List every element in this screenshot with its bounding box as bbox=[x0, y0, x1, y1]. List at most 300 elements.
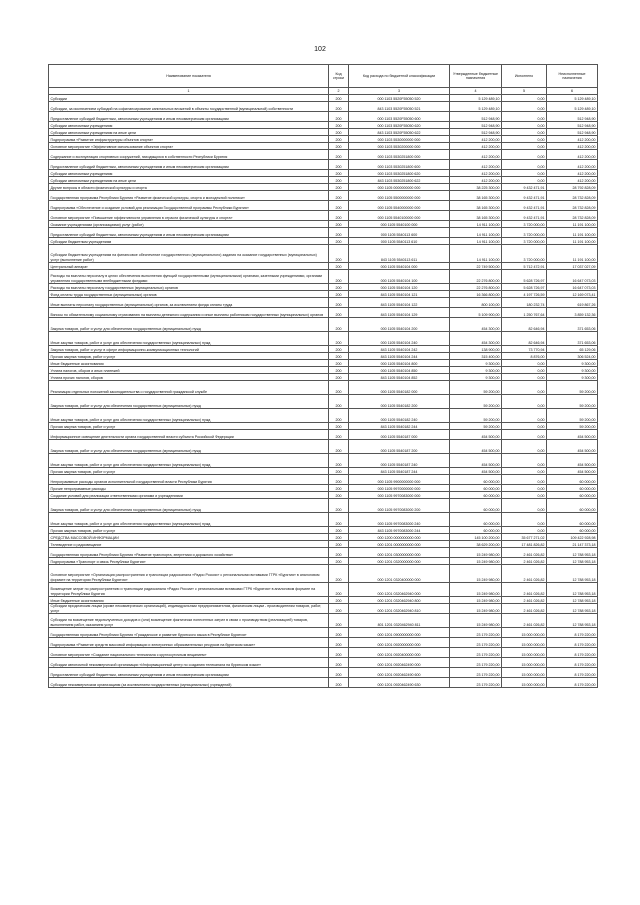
row-name: Предоставление субсидий бюджетным, автономным учреждениям и иным некоммерческим организациям bbox=[49, 668, 329, 678]
row-line-code: 200 bbox=[329, 284, 349, 291]
row-budget-code: 843 1105 5540104 852 bbox=[349, 374, 450, 381]
row-line-code: 200 bbox=[329, 298, 349, 308]
row-name: Основное мероприятие «Создание национального телеканала с круглосуточным вещанием» bbox=[49, 648, 329, 658]
table-row bbox=[49, 122, 598, 129]
row-executed: 15 000 000,00 bbox=[502, 628, 547, 638]
row-name: Субсидии автономным учреждениям bbox=[49, 170, 329, 177]
row-budget-code: 000 1201 0900000000 000 bbox=[349, 628, 450, 638]
row-name: Уплата прочих налогов, сборов bbox=[49, 374, 329, 381]
row-budget-code: 843 1105 5540104 244 bbox=[349, 353, 450, 360]
row-name: Основное мероприятие «Эффективное использование объектов спорта» bbox=[49, 143, 329, 150]
table-row bbox=[49, 597, 598, 604]
row-approved: 9 300,00 bbox=[450, 374, 502, 381]
row-line-code: 200 bbox=[329, 430, 349, 440]
row-remaining: 8 179 220,00 bbox=[547, 648, 598, 658]
row-budget-code: 000 1105 5540100 000 bbox=[349, 221, 450, 228]
table-row bbox=[49, 102, 598, 112]
table-row bbox=[49, 485, 598, 492]
row-remaining: 412 200,00 bbox=[547, 150, 598, 160]
row-line-code: 200 bbox=[329, 548, 349, 558]
table-row bbox=[49, 221, 598, 228]
row-executed: 8 876,00 bbox=[502, 353, 547, 360]
row-line-code: 200 bbox=[329, 95, 349, 102]
row-approved: 23 179 220,00 bbox=[450, 628, 502, 638]
row-name: Реализация отдельных положений законодательства о государственной гражданской службе bbox=[49, 381, 329, 395]
row-executed: 0,00 bbox=[502, 430, 547, 440]
row-line-code: 200 bbox=[329, 291, 349, 298]
row-approved: 38 165 300,00 bbox=[450, 201, 502, 211]
row-name: Государственная программа Республики Бурятия «Развитие транспорта, энергетики и дорожного хозяйства» bbox=[49, 548, 329, 558]
table-row bbox=[49, 499, 598, 513]
row-line-code: 200 bbox=[329, 211, 349, 221]
row-remaining: 619 867,26 bbox=[547, 298, 598, 308]
row-budget-code: 000 1103 5520F55050 600 bbox=[349, 112, 450, 122]
row-approved: 5 109 900,00 bbox=[450, 308, 502, 318]
table-row bbox=[49, 360, 598, 367]
row-approved: 412 200,00 bbox=[450, 170, 502, 177]
row-line-code: 200 bbox=[329, 143, 349, 150]
row-budget-code: 000 1105 5540104 000 bbox=[349, 263, 450, 270]
row-budget-code: 000 1105 5540187 240 bbox=[349, 454, 450, 468]
column-number: 1 bbox=[49, 88, 329, 95]
row-budget-code: 000 1201 0920462490 630 bbox=[349, 678, 450, 688]
header-approved: Утвержденные бюджетные назначения bbox=[450, 65, 502, 88]
row-executed: 82 646,94 bbox=[502, 318, 547, 332]
row-line-code: 200 bbox=[329, 499, 349, 513]
row-remaining: 454 500,00 bbox=[547, 430, 598, 440]
row-executed: 5 712 472,91 bbox=[502, 263, 547, 270]
row-line-code: 200 bbox=[329, 534, 349, 541]
table-row bbox=[49, 211, 598, 221]
row-name: Государственная программа Республики Бурятия «Развитие физической культуры, спорта и молодежной политики» bbox=[49, 191, 329, 201]
table-row bbox=[49, 367, 598, 374]
row-approved: 512 948,90 bbox=[450, 112, 502, 122]
row-budget-code: 000 1103 5530200000 000 bbox=[349, 143, 450, 150]
row-approved: 412 200,00 bbox=[450, 150, 502, 160]
row-budget-code: 000 1105 5540113 610 bbox=[349, 238, 450, 245]
table-row bbox=[49, 583, 598, 597]
row-line-code: 200 bbox=[329, 658, 349, 668]
table-header-row bbox=[49, 65, 598, 88]
row-line-code: 200 bbox=[329, 360, 349, 367]
row-executed: 0,00 bbox=[502, 112, 547, 122]
row-executed: 0,00 bbox=[502, 485, 547, 492]
row-name: Прочая закупка товаров, работ и услуг bbox=[49, 527, 329, 534]
row-budget-code: 843 1103 5520F55050 622 bbox=[349, 129, 450, 136]
row-name: Подпрограмма «Развитие инфраструктуры объектов спорта» bbox=[49, 136, 329, 143]
row-budget-code: 000 1201 0920462490 600 bbox=[349, 668, 450, 678]
row-executed: 3 720 000,00 bbox=[502, 245, 547, 263]
column-number: 6 bbox=[547, 88, 598, 95]
table-row bbox=[49, 291, 598, 298]
row-remaining: 16 647 073,03 bbox=[547, 284, 598, 291]
row-name: Иные выплаты персоналу государственных (муниципальных) органов, за исключением фонда оплаты труда bbox=[49, 298, 329, 308]
row-approved: 454 300,00 bbox=[450, 332, 502, 346]
row-approved: 14 911 100,00 bbox=[450, 245, 502, 263]
row-name: Субсидии бюджетным учреждениям на финансовое обеспечение государственного (муниципального) задания на оказание государственных (муниципальных) услуг (выполнение работ) bbox=[49, 245, 329, 263]
row-approved: 38 165 300,00 bbox=[450, 211, 502, 221]
row-name: Фонд оплаты труда государственных (муниципальных) органов bbox=[49, 291, 329, 298]
row-name: Прочая закупка товаров, работ и услуг bbox=[49, 353, 329, 360]
row-remaining: 12 788 953,18 bbox=[547, 614, 598, 628]
row-executed: 0,00 bbox=[502, 527, 547, 534]
row-approved: 16 366 800,00 bbox=[450, 291, 502, 298]
row-budget-code: 843 1103 5530251800 622 bbox=[349, 177, 450, 184]
row-name: Закупка товаров, работ и услуг для обеспечения государственных (муниципальных) нужд bbox=[49, 395, 329, 409]
header-executed: Исполнено bbox=[502, 65, 547, 88]
row-budget-code: 000 1105 5540104 100 bbox=[349, 270, 450, 284]
table-row bbox=[49, 284, 598, 291]
row-line-code: 200 bbox=[329, 270, 349, 284]
row-remaining: 9 300,00 bbox=[547, 360, 598, 367]
row-executed: 0,00 bbox=[502, 129, 547, 136]
row-name: Телевидение и радиовещание bbox=[49, 541, 329, 548]
table-row bbox=[49, 381, 598, 395]
row-remaining: 59 200,00 bbox=[547, 409, 598, 423]
row-executed: 2 461 026,82 bbox=[502, 548, 547, 558]
row-approved: 145 100 200,00 bbox=[450, 534, 502, 541]
row-executed: 5 628 726,97 bbox=[502, 284, 547, 291]
row-approved: 59 200,00 bbox=[450, 381, 502, 395]
table-row bbox=[49, 548, 598, 558]
row-remaining: 412 200,00 bbox=[547, 136, 598, 143]
row-remaining: 512 948,90 bbox=[547, 112, 598, 122]
row-budget-code: 843 1105 9970083000 244 bbox=[349, 527, 450, 534]
row-executed: 9 432 471,91 bbox=[502, 184, 547, 191]
row-line-code: 200 bbox=[329, 678, 349, 688]
row-executed: 82 646,94 bbox=[502, 332, 547, 346]
row-name: Закупка товаров, работ и услуг для обеспечения государственных (муниципальных) нужд bbox=[49, 318, 329, 332]
row-budget-code: 843 1105 5540182 244 bbox=[349, 423, 450, 430]
row-approved: 512 948,90 bbox=[450, 129, 502, 136]
row-approved: 22 276 800,00 bbox=[450, 270, 502, 284]
row-approved: 454 300,00 bbox=[450, 318, 502, 332]
row-name: Непрограммные расходы органов исполнительной государственной власти Республики Бурятия bbox=[49, 475, 329, 485]
row-approved: 59 200,00 bbox=[450, 423, 502, 430]
row-approved: 15 249 980,00 bbox=[450, 583, 502, 597]
row-approved: 60 000,00 bbox=[450, 475, 502, 485]
row-line-code: 200 bbox=[329, 201, 349, 211]
row-executed: 0,00 bbox=[502, 492, 547, 499]
row-approved: 23 179 220,00 bbox=[450, 638, 502, 648]
row-remaining: 454 500,00 bbox=[547, 440, 598, 454]
row-executed: 0,00 bbox=[502, 143, 547, 150]
row-remaining: 109 422 928,98 bbox=[547, 534, 598, 541]
row-budget-code: 000 1201 0320462940 000 bbox=[349, 583, 450, 597]
row-name: Расходы на выплаты персоналу государственных (муниципальных) органов bbox=[49, 284, 329, 291]
row-line-code: 200 bbox=[329, 409, 349, 423]
table-row bbox=[49, 228, 598, 238]
row-line-code: 200 bbox=[329, 604, 349, 614]
row-budget-code: 000 1105 5540182 200 bbox=[349, 395, 450, 409]
row-executed: 15 000 000,00 bbox=[502, 638, 547, 648]
row-budget-code: 000 1201 0320462940 800 bbox=[349, 597, 450, 604]
row-executed: 0,00 bbox=[502, 360, 547, 367]
row-budget-code: 000 1103 5530251800 600 bbox=[349, 160, 450, 170]
row-line-code: 200 bbox=[329, 353, 349, 360]
table-row bbox=[49, 475, 598, 485]
row-remaining: 5 129 489,10 bbox=[547, 102, 598, 112]
row-budget-code: 801 1201 0320462940 811 bbox=[349, 614, 450, 628]
table-row bbox=[49, 541, 598, 548]
row-executed: 2 461 026,82 bbox=[502, 614, 547, 628]
row-budget-code: 000 1105 5540187 200 bbox=[349, 440, 450, 454]
row-approved: 412 200,00 bbox=[450, 160, 502, 170]
row-line-code: 200 bbox=[329, 485, 349, 492]
row-name: Иные бюджетные ассигнования bbox=[49, 597, 329, 604]
row-executed: 2 461 026,82 bbox=[502, 604, 547, 614]
row-line-code: 200 bbox=[329, 475, 349, 485]
row-line-code: 200 bbox=[329, 374, 349, 381]
table-row bbox=[49, 628, 598, 638]
row-line-code: 200 bbox=[329, 136, 349, 143]
row-executed: 180 232,74 bbox=[502, 298, 547, 308]
row-budget-code: 000 1105 5540104 120 bbox=[349, 284, 450, 291]
table-row bbox=[49, 527, 598, 534]
header-remaining: Неисполненные назначения bbox=[547, 65, 598, 88]
row-remaining: 412 200,00 bbox=[547, 170, 598, 177]
row-line-code: 200 bbox=[329, 614, 349, 628]
row-budget-code: 000 1105 5540104 800 bbox=[349, 360, 450, 367]
row-name: Взносы по обязательному социальному страхованию на выплаты денежного содержания и иные выплаты работникам государственных (муниципальных) органов bbox=[49, 308, 329, 318]
row-remaining: 28 732 828,09 bbox=[547, 191, 598, 201]
row-approved: 60 000,00 bbox=[450, 492, 502, 499]
row-approved: 454 500,00 bbox=[450, 430, 502, 440]
table-row bbox=[49, 270, 598, 284]
row-name: Субсидии автономным учреждениям на иные цели bbox=[49, 177, 329, 184]
row-approved: 38 629 200,00 bbox=[450, 541, 502, 548]
row-remaining: 59 200,00 bbox=[547, 381, 598, 395]
row-budget-code: 000 1200 0000000000 000 bbox=[349, 534, 450, 541]
row-executed: 0,00 bbox=[502, 136, 547, 143]
row-remaining: 8 179 220,00 bbox=[547, 658, 598, 668]
row-line-code: 200 bbox=[329, 346, 349, 353]
row-name: Основное мероприятие «Организация распространения и трансляции радиоканала «Радио России» с региональными вставками ГТРК «Бурятия» в аналоговом формате на территории Республики Бурятия» bbox=[49, 565, 329, 583]
row-budget-code: 000 1105 9970083000 240 bbox=[349, 513, 450, 527]
table-row bbox=[49, 658, 598, 668]
header-budget-code: Код расхода по бюджетной классификации bbox=[349, 65, 450, 88]
row-executed: 0,00 bbox=[502, 150, 547, 160]
table-row bbox=[49, 395, 598, 409]
row-budget-code: 000 1201 0920400000 000 bbox=[349, 648, 450, 658]
row-name: Иные закупки товаров, работ и услуг для обеспечения государственных (муниципальных) нужд bbox=[49, 513, 329, 527]
row-name: Содержание и эксплуатация спортивных сооружений, находящихся в собственности Республики Бурятия bbox=[49, 150, 329, 160]
table-row bbox=[49, 177, 598, 184]
row-line-code: 200 bbox=[329, 191, 349, 201]
row-remaining: 3 859 132,36 bbox=[547, 308, 598, 318]
row-line-code: 200 bbox=[329, 565, 349, 583]
row-name: Прочая закупка товаров, работ и услуг bbox=[49, 468, 329, 475]
row-executed: 73 770,94 bbox=[502, 346, 547, 353]
row-remaining: 9 300,00 bbox=[547, 367, 598, 374]
row-approved: 412 200,00 bbox=[450, 136, 502, 143]
row-name: Субсидии автономным учреждениям bbox=[49, 122, 329, 129]
row-line-code: 200 bbox=[329, 177, 349, 184]
row-line-code: 200 bbox=[329, 367, 349, 374]
row-line-code: 200 bbox=[329, 558, 349, 565]
row-budget-code: 000 1105 0000000000 000 bbox=[349, 184, 450, 191]
row-budget-code: 843 1105 5540113 611 bbox=[349, 245, 450, 263]
row-approved: 14 911 100,00 bbox=[450, 221, 502, 228]
row-line-code: 200 bbox=[329, 184, 349, 191]
table-row bbox=[49, 143, 598, 150]
row-budget-code: 000 1103 5520F55050 620 bbox=[349, 122, 450, 129]
row-remaining: 371 653,06 bbox=[547, 332, 598, 346]
table-row bbox=[49, 614, 598, 628]
row-approved: 15 249 980,00 bbox=[450, 558, 502, 565]
table-row bbox=[49, 638, 598, 648]
table-row bbox=[49, 423, 598, 430]
table-row bbox=[49, 668, 598, 678]
row-budget-code: 000 1105 9970000000 000 bbox=[349, 485, 450, 492]
row-name: Прочая закупка товаров, работ и услуг bbox=[49, 423, 329, 430]
page-number: 102 bbox=[314, 46, 326, 53]
row-line-code: 200 bbox=[329, 112, 349, 122]
table-row bbox=[49, 353, 598, 360]
budget-execution-table bbox=[48, 64, 598, 688]
row-budget-code: 843 1105 5540104 121 bbox=[349, 291, 450, 298]
row-name: Субсидии bbox=[49, 95, 329, 102]
row-budget-code: 000 1201 0000000000 000 bbox=[349, 541, 450, 548]
row-budget-code: 000 1105 5540104 850 bbox=[349, 367, 450, 374]
row-name: Субсидии бюджетным учреждениям bbox=[49, 238, 329, 245]
row-budget-code: 000 1201 0320400000 000 bbox=[349, 565, 450, 583]
row-executed: 9 432 471,91 bbox=[502, 201, 547, 211]
row-approved: 38 225 300,00 bbox=[450, 184, 502, 191]
row-budget-code: 000 1103 5530251800 620 bbox=[349, 170, 450, 177]
table-row bbox=[49, 129, 598, 136]
row-executed: 0,00 bbox=[502, 160, 547, 170]
table-row bbox=[49, 678, 598, 688]
table-row bbox=[49, 409, 598, 423]
row-remaining: 9 300,00 bbox=[547, 374, 598, 381]
table-row bbox=[49, 332, 598, 346]
row-executed: 0,00 bbox=[502, 395, 547, 409]
column-number: 2 bbox=[329, 88, 349, 95]
row-line-code: 200 bbox=[329, 245, 349, 263]
row-approved: 60 000,00 bbox=[450, 499, 502, 513]
row-budget-code: 000 1103 5530251800 000 bbox=[349, 150, 450, 160]
row-approved: 412 200,00 bbox=[450, 143, 502, 150]
row-line-code: 200 bbox=[329, 160, 349, 170]
row-line-code: 200 bbox=[329, 332, 349, 346]
row-executed: 5 628 726,97 bbox=[502, 270, 547, 284]
row-budget-code: 000 1201 0920000000 000 bbox=[349, 638, 450, 648]
row-executed: 15 000 000,00 bbox=[502, 678, 547, 688]
row-approved: 14 911 100,00 bbox=[450, 238, 502, 245]
row-remaining: 60 000,00 bbox=[547, 513, 598, 527]
row-line-code: 200 bbox=[329, 122, 349, 129]
row-remaining: 8 179 220,00 bbox=[547, 628, 598, 638]
row-name: Центральный аппарат bbox=[49, 263, 329, 270]
column-number-row bbox=[49, 88, 598, 95]
row-executed: 0,00 bbox=[502, 95, 547, 102]
table-row bbox=[49, 298, 598, 308]
row-remaining: 371 653,06 bbox=[547, 318, 598, 332]
row-executed: 15 000 000,00 bbox=[502, 668, 547, 678]
row-line-code: 200 bbox=[329, 597, 349, 604]
row-budget-code: 000 1105 9900000000 000 bbox=[349, 475, 450, 485]
row-executed: 9 432 471,91 bbox=[502, 191, 547, 201]
row-executed: 0,00 bbox=[502, 423, 547, 430]
row-remaining: 12 788 953,18 bbox=[547, 548, 598, 558]
row-remaining: 454 500,00 bbox=[547, 468, 598, 475]
row-executed: 2 461 026,82 bbox=[502, 565, 547, 583]
table-row bbox=[49, 201, 598, 211]
row-approved: 9 300,00 bbox=[450, 360, 502, 367]
row-approved: 15 249 980,00 bbox=[450, 597, 502, 604]
table-row bbox=[49, 534, 598, 541]
row-remaining: 11 191 100,00 bbox=[547, 228, 598, 238]
table-row bbox=[49, 245, 598, 263]
row-name: Субсидии на возмещение недополученных доходов и (или) возмещение фактически понесенных затрат в связи с производством (реализацией) товаров, выполнением работ, оказанием услуг bbox=[49, 614, 329, 628]
row-budget-code: 843 1103 5520F55050 521 bbox=[349, 102, 450, 112]
row-remaining: 60 000,00 bbox=[547, 492, 598, 499]
row-approved: 5 129 489,10 bbox=[450, 102, 502, 112]
row-name: Информационное освещение деятельности органа государственной власти субъекта Российской Федерации bbox=[49, 430, 329, 440]
row-budget-code: 000 1105 5540113 600 bbox=[349, 228, 450, 238]
row-line-code: 200 bbox=[329, 541, 349, 548]
row-budget-code: 843 1105 5540187 244 bbox=[349, 468, 450, 475]
table-row bbox=[49, 565, 598, 583]
row-name: Иные бюджетные ассигнования bbox=[49, 360, 329, 367]
row-name: Предоставление субсидий бюджетным, автономным учреждениям и иным некоммерческим организациям bbox=[49, 228, 329, 238]
row-name: Закупка товаров, работ и услуг для обеспечения государственных (муниципальных) нужд bbox=[49, 440, 329, 454]
row-line-code: 200 bbox=[329, 492, 349, 499]
table-row bbox=[49, 558, 598, 565]
table-row bbox=[49, 184, 598, 191]
table-row bbox=[49, 263, 598, 270]
row-remaining: 8 179 220,00 bbox=[547, 678, 598, 688]
row-executed: 0,00 bbox=[502, 367, 547, 374]
row-line-code: 200 bbox=[329, 513, 349, 527]
row-name: Оказание учреждениями (организациями) услуг (работ) bbox=[49, 221, 329, 228]
row-remaining: 65 129,06 bbox=[547, 346, 598, 353]
row-budget-code: 000 1201 0920462490 000 bbox=[349, 658, 450, 668]
row-approved: 800 100,00 bbox=[450, 298, 502, 308]
row-executed: 0,00 bbox=[502, 177, 547, 184]
table-row bbox=[49, 454, 598, 468]
row-approved: 454 500,00 bbox=[450, 468, 502, 475]
header-line-code: Код строки bbox=[329, 65, 349, 88]
row-name: Субсидии автономной некоммерческой организации «Информационный центр по созданию телеканала на бурятском языке» bbox=[49, 658, 329, 668]
row-approved: 454 500,00 bbox=[450, 454, 502, 468]
row-remaining: 28 732 828,09 bbox=[547, 201, 598, 211]
table-row bbox=[49, 191, 598, 201]
row-budget-code: 843 1105 5540104 122 bbox=[349, 298, 450, 308]
row-line-code: 200 bbox=[329, 381, 349, 395]
row-line-code: 200 bbox=[329, 129, 349, 136]
row-remaining: 12 788 953,18 bbox=[547, 565, 598, 583]
row-executed: 35 677 271,02 bbox=[502, 534, 547, 541]
table-row bbox=[49, 150, 598, 160]
row-approved: 59 200,00 bbox=[450, 395, 502, 409]
row-budget-code: 000 1105 5540182 240 bbox=[349, 409, 450, 423]
row-line-code: 200 bbox=[329, 263, 349, 270]
row-line-code: 200 bbox=[329, 454, 349, 468]
row-name: Уплата налогов, сборов и иных платежей bbox=[49, 367, 329, 374]
row-executed: 0,00 bbox=[502, 102, 547, 112]
row-budget-code: 000 1103 5520F55050 520 bbox=[349, 95, 450, 102]
column-number: 4 bbox=[450, 88, 502, 95]
row-remaining: 60 000,00 bbox=[547, 527, 598, 534]
row-approved: 23 179 220,00 bbox=[450, 648, 502, 658]
row-executed: 0,00 bbox=[502, 374, 547, 381]
row-executed: 2 461 026,82 bbox=[502, 597, 547, 604]
row-name: Иные закупки товаров, работ и услуг для обеспечения государственных (муниципальных) нужд bbox=[49, 332, 329, 346]
row-executed: 3 720 000,00 bbox=[502, 238, 547, 245]
row-name: Прочие непрограммные расходы bbox=[49, 485, 329, 492]
